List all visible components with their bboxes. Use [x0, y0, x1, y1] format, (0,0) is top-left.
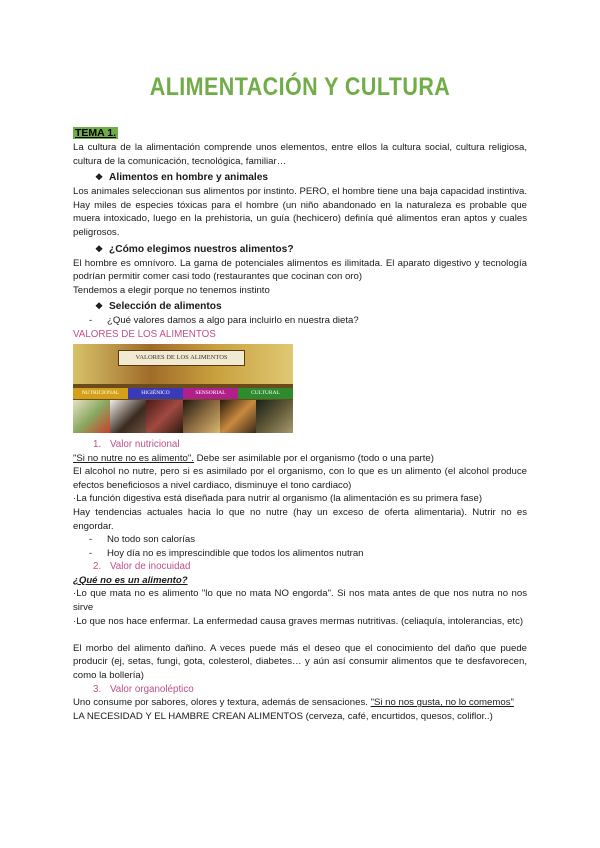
image-category: SENSORIAL: [183, 388, 238, 399]
heading-como-elegimos: ❖ ¿Cómo elegimos nuestros alimentos?: [95, 243, 294, 255]
section-label: TEMA 1.: [75, 127, 117, 139]
valores-alimentos-image: [73, 344, 293, 433]
diamond-bullet-icon: ❖: [95, 172, 104, 183]
heading-valor-organoleptico: 3. Valor organoléptico: [93, 683, 194, 695]
image-category: CULTURAL: [238, 388, 293, 399]
paragraph-necesidad: LA NECESIDAD Y EL HAMBRE CREAN ALIMENTOS (cerveza, café, encurtidos, quesos, coliflor..): [73, 710, 493, 722]
paragraph-tendencias: Hay tendencias actuales hacia lo que no nutre (hay un exceso de oferta alimentaria). Nutrir no es engordar.: [73, 506, 527, 532]
question-no-alimento: ¿Qué no es un alimento?: [73, 574, 188, 586]
heading-hombre-animales: ❖ Alimentos en hombre y animales: [95, 172, 269, 184]
paragraph-intro: La cultura de la alimentación comprende unos elementos, entre ellos la cultura social, cultura religiosa, cultura de la comunicación, tecnológica, familiar…: [73, 142, 527, 167]
paragraph-enfermar: ·Lo que nos hace enfermar. La enfermedad causa graves mermas nutritivas. (celiaquía, intolerancias, etc): [73, 615, 524, 627]
image-category: HIGIÉNICO: [128, 388, 183, 399]
subheading-valores: VALORES DE LOS ALIMENTOS: [73, 328, 216, 340]
paragraph-si-no-nutre: "Si no nutre no es alimento". Debe ser asimilable por el organismo (todo o una parte): [73, 452, 434, 464]
document-body: [73, 127, 527, 723]
paragraph-omnivoro: El hombre es omnívoro. La gama de potenciales alimentos es ilimitada. El aparato digestivo y tecnología podrían permitir comer casi todo (restaurantes que cocinan con oro): [73, 257, 527, 283]
heading-seleccion: ❖ Selección de alimentos: [95, 301, 222, 313]
image-banner-text: VALORES DE LOS ALIMENTOS: [118, 350, 245, 366]
document-title: ALIMENTACIÓN Y CULTURA: [149, 73, 451, 101]
paragraph-funcion-digestiva: ·La función digestiva está diseñada para nutrir al organismo (la alimentación es su primera fase): [73, 493, 483, 505]
paragraph-tendemos: Tendemos a elegir porque no tenemos instinto: [73, 284, 270, 296]
paragraph-instinto: Los animales seleccionan sus alimentos por instinto. PERO, el hombre tiene una baja capacidad instintiva. Hay miles de especies tóxicas para el hombre (un niño abandonado en la naturaleza es probable que muera intoxicado, luego en la prehistoria, un guía (hechicero) definía qué alimentos eran aptos y cuales peligrosos.: [73, 186, 527, 238]
paragraph-sabores: Uno consume por sabores, olores y textura, además de sensaciones. "Si no nos gusta, no lo comemos": [73, 697, 514, 709]
diamond-bullet-icon: ❖: [95, 301, 104, 312]
list-item: - Hoy día no es imprescindible que todos los alimentos nutran: [89, 547, 364, 559]
paragraph-alcohol: El alcohol no nutre, pero si es asimilado por el organismo, con lo que es un alimento (el alcohol produce efectos beneficiosos a nivel cardiaco, disminuye el tono cardiaco): [73, 466, 527, 491]
image-category: NUTRICIONAL: [73, 388, 128, 399]
heading-valor-inocuidad: 2. Valor de inocuidad: [93, 561, 191, 573]
heading-valor-nutricional: 1. Valor nutricional: [93, 438, 180, 450]
paragraph-lo-que-mata: ·Lo que mata no es alimento "lo que no mata NO engorda". Si nos mata antes de que nos nutra no nos sirve: [73, 588, 527, 614]
list-item: - ¿Qué valores damos a algo para incluirlo en nuestra dieta?: [89, 315, 359, 327]
list-item: - No todo son calorías: [89, 534, 195, 546]
paragraph-morbo: El morbo del alimento dañino. A veces puede más el deseo que el conocimiento del daño que puede producir (ej, setas, fungi, gota, colesterol, diabetes… y aún así consumir alimentos que te desfavorecen, como la bollería): [73, 642, 527, 682]
diamond-bullet-icon: ❖: [95, 243, 104, 254]
